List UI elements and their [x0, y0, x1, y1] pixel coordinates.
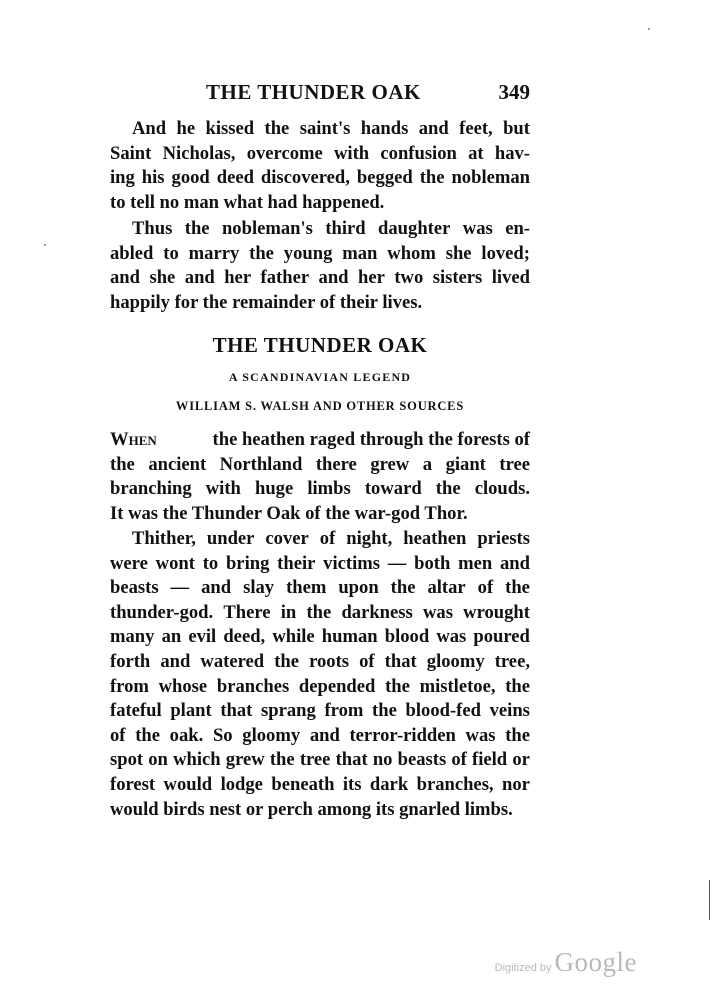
word: field	[472, 749, 508, 771]
word: was	[436, 626, 467, 648]
word: her	[358, 267, 385, 289]
word: she	[149, 267, 176, 289]
word: So	[212, 724, 233, 746]
word: and	[110, 267, 140, 289]
word: fateful	[110, 700, 162, 722]
word: mistletoe,	[419, 675, 496, 697]
word: Thus	[132, 218, 173, 239]
drop-word: When	[110, 429, 157, 450]
word: blood	[384, 626, 430, 648]
word: poured	[473, 626, 530, 648]
word: that	[335, 749, 368, 771]
word: upon	[338, 577, 379, 599]
word: third	[325, 218, 366, 239]
word: whom	[387, 242, 436, 264]
word: the	[372, 700, 397, 722]
word: confusion	[380, 142, 457, 164]
word: limbs	[307, 478, 351, 500]
word: and	[318, 267, 349, 289]
page-number: 349	[498, 80, 530, 104]
word: their	[277, 552, 316, 574]
word: night,	[346, 528, 393, 549]
word: depended	[298, 675, 376, 697]
word: the	[135, 724, 160, 746]
word: man	[342, 242, 378, 264]
text-line	[110, 453, 530, 478]
word: a	[422, 453, 433, 475]
word: beasts	[397, 749, 447, 771]
word: its	[342, 773, 362, 795]
word: nobleman	[451, 167, 530, 189]
word: and	[160, 650, 191, 672]
word: and	[499, 552, 530, 574]
word: roots	[309, 650, 350, 672]
word: the	[505, 577, 530, 599]
text-line-first	[110, 428, 530, 453]
word: lodge	[220, 773, 263, 795]
word: good	[171, 167, 210, 189]
word: bring	[225, 552, 270, 574]
word: and	[418, 118, 449, 139]
word: with	[205, 478, 241, 500]
word: of	[477, 577, 494, 599]
word: hav-	[494, 142, 530, 164]
word: daughter	[378, 218, 451, 239]
word: Northland	[219, 453, 303, 475]
text-line	[110, 699, 530, 724]
word: branching	[110, 478, 192, 500]
google-logo: Google	[554, 947, 637, 977]
word: sisters	[432, 267, 483, 289]
word: many	[110, 626, 155, 648]
word: —	[170, 577, 190, 599]
word: the	[505, 724, 530, 746]
text-line	[110, 477, 530, 502]
word: —	[387, 552, 407, 574]
word: with	[334, 142, 370, 164]
word: evil	[188, 626, 217, 648]
word: grew	[225, 749, 265, 771]
word: feet,	[459, 118, 493, 139]
word: was	[465, 724, 496, 746]
word: lived	[491, 267, 530, 289]
word: begged	[356, 167, 413, 189]
word: darkness	[341, 601, 413, 623]
first-line-rest: the heathen raged through the forests of	[212, 429, 530, 450]
word: overcome	[246, 142, 323, 164]
word: of	[110, 724, 126, 746]
text-line	[110, 625, 530, 650]
word: the	[184, 218, 210, 239]
word: nobleman's	[221, 218, 313, 239]
word: in	[280, 601, 297, 623]
word: heathen	[403, 528, 467, 549]
text-line	[110, 675, 530, 700]
word: gloomy	[242, 724, 301, 746]
section-subtitle: A SCANDINAVIAN LEGEND	[228, 370, 412, 384]
word: kissed	[205, 118, 255, 139]
word: blood-fed	[405, 700, 481, 722]
word: of	[359, 650, 375, 672]
paragraph-continued	[110, 117, 530, 215]
word: beasts	[110, 577, 159, 599]
word: slay	[243, 577, 275, 599]
word: under	[206, 528, 255, 549]
text-line	[110, 576, 530, 601]
word: the	[435, 478, 461, 500]
word: beneath	[271, 773, 335, 795]
text-line	[110, 650, 530, 675]
word: or	[512, 749, 530, 771]
word: deed,	[223, 626, 266, 648]
word: hands	[360, 118, 409, 139]
scan-mark	[648, 28, 650, 30]
word: the	[306, 601, 332, 623]
word: the	[419, 167, 445, 189]
word: Thither,	[132, 528, 196, 549]
word: loved;	[481, 242, 530, 264]
word: was	[422, 601, 453, 623]
text-line	[110, 117, 530, 142]
word: grew	[370, 453, 410, 475]
watermark-prefix: Digitized by	[494, 962, 552, 974]
word: terror-ridden	[349, 724, 456, 746]
text-line: happily for the remainder of their lives.	[110, 291, 423, 313]
word: to	[163, 242, 179, 264]
word: that	[220, 700, 253, 722]
paragraph-opening	[110, 428, 530, 526]
word: whose	[158, 675, 208, 697]
word: both	[414, 552, 451, 574]
scan-mark	[44, 244, 46, 246]
word: the	[385, 675, 410, 697]
text-line	[110, 166, 530, 191]
word: his	[141, 167, 165, 189]
word: There	[223, 601, 271, 623]
word: cover	[265, 528, 309, 549]
word: ing	[110, 167, 135, 189]
word: clouds.	[474, 478, 530, 500]
word: plant	[170, 700, 212, 722]
word: men	[458, 552, 493, 574]
word: toward	[364, 478, 422, 500]
word: wont	[155, 552, 195, 574]
word: victims	[323, 552, 380, 574]
section-title: THE THUNDER OAK	[212, 333, 428, 357]
word: Nicholas,	[162, 142, 236, 164]
word: priests	[477, 528, 530, 549]
text-line	[110, 217, 530, 242]
word: deed	[216, 167, 254, 189]
word: but	[503, 118, 530, 139]
word: and	[309, 724, 340, 746]
word: the	[390, 577, 416, 599]
text-line	[110, 527, 530, 552]
word: and	[201, 577, 232, 599]
word: he	[176, 118, 196, 139]
word: And	[132, 118, 167, 139]
word: to	[202, 552, 219, 574]
word: en-	[505, 218, 530, 239]
word: branches,	[416, 773, 494, 795]
word: tree	[499, 453, 530, 475]
word: watered	[200, 650, 265, 672]
text-line	[110, 601, 530, 626]
text-line	[110, 773, 530, 798]
word: altar	[427, 577, 466, 599]
word: nor	[502, 773, 530, 795]
word: of	[319, 528, 336, 549]
page-edge-line	[709, 880, 710, 920]
word: of	[451, 749, 467, 771]
text-line	[110, 142, 530, 167]
word: there	[315, 453, 357, 475]
word: while	[272, 626, 315, 648]
word: Saint	[110, 142, 152, 164]
word: which	[173, 749, 221, 771]
digitized-watermark	[495, 947, 637, 978]
word: huge	[255, 478, 294, 500]
text-line: would birds nest or perch among its gnarled limbs.	[110, 798, 513, 820]
word: the	[110, 453, 135, 475]
word: tree,	[494, 650, 530, 672]
word: gloomy	[426, 650, 485, 672]
word: the	[269, 749, 295, 771]
word: them	[286, 577, 327, 599]
paragraph-closing	[110, 217, 530, 315]
section-byline: WILLIAM S. WALSH AND OTHER SOURCES	[175, 399, 465, 413]
text-line: to tell no man what had happened.	[110, 191, 385, 213]
word: wrought	[463, 601, 530, 623]
word: human	[321, 626, 378, 648]
word: forth	[110, 650, 151, 672]
word: tree	[299, 749, 331, 771]
word: oak.	[169, 724, 204, 746]
word: her	[224, 267, 252, 289]
word: no	[372, 749, 393, 771]
word: two	[394, 267, 424, 289]
word: marry	[188, 242, 240, 264]
text-line	[110, 748, 530, 773]
word: the	[264, 118, 290, 139]
word: forest	[110, 773, 156, 795]
paragraph-main	[110, 527, 530, 822]
running-title: THE THUNDER OAK	[206, 80, 421, 104]
word: abled	[110, 242, 154, 264]
word: from	[324, 700, 364, 722]
word: father	[260, 267, 310, 289]
word: that	[384, 650, 417, 672]
word: she	[445, 242, 472, 264]
word: were	[110, 552, 148, 574]
word: thunder-god.	[110, 601, 214, 623]
word: saint's	[299, 118, 351, 139]
word: dark	[369, 773, 409, 795]
word: veins	[489, 700, 530, 722]
word: was	[462, 218, 493, 239]
running-head	[110, 80, 530, 108]
word: sprang	[261, 700, 316, 722]
text-line: It was the Thunder Oak of the war-god Thor.	[110, 502, 468, 524]
word: at	[468, 142, 484, 164]
word: an	[161, 626, 182, 648]
word: ancient	[148, 453, 207, 475]
word: branches	[216, 675, 290, 697]
word: on	[148, 749, 168, 771]
word: giant	[445, 453, 486, 475]
text-line	[110, 266, 530, 291]
word: from	[110, 675, 149, 697]
text-line	[110, 242, 530, 267]
word: and	[184, 267, 215, 289]
word: would	[163, 773, 213, 795]
word: spot	[110, 749, 144, 771]
text-line	[110, 724, 530, 749]
word: young	[283, 242, 333, 264]
word: the	[505, 675, 530, 697]
word: the	[274, 650, 299, 672]
word: discovered,	[260, 167, 350, 189]
text-line	[110, 552, 530, 577]
word: the	[249, 242, 274, 264]
